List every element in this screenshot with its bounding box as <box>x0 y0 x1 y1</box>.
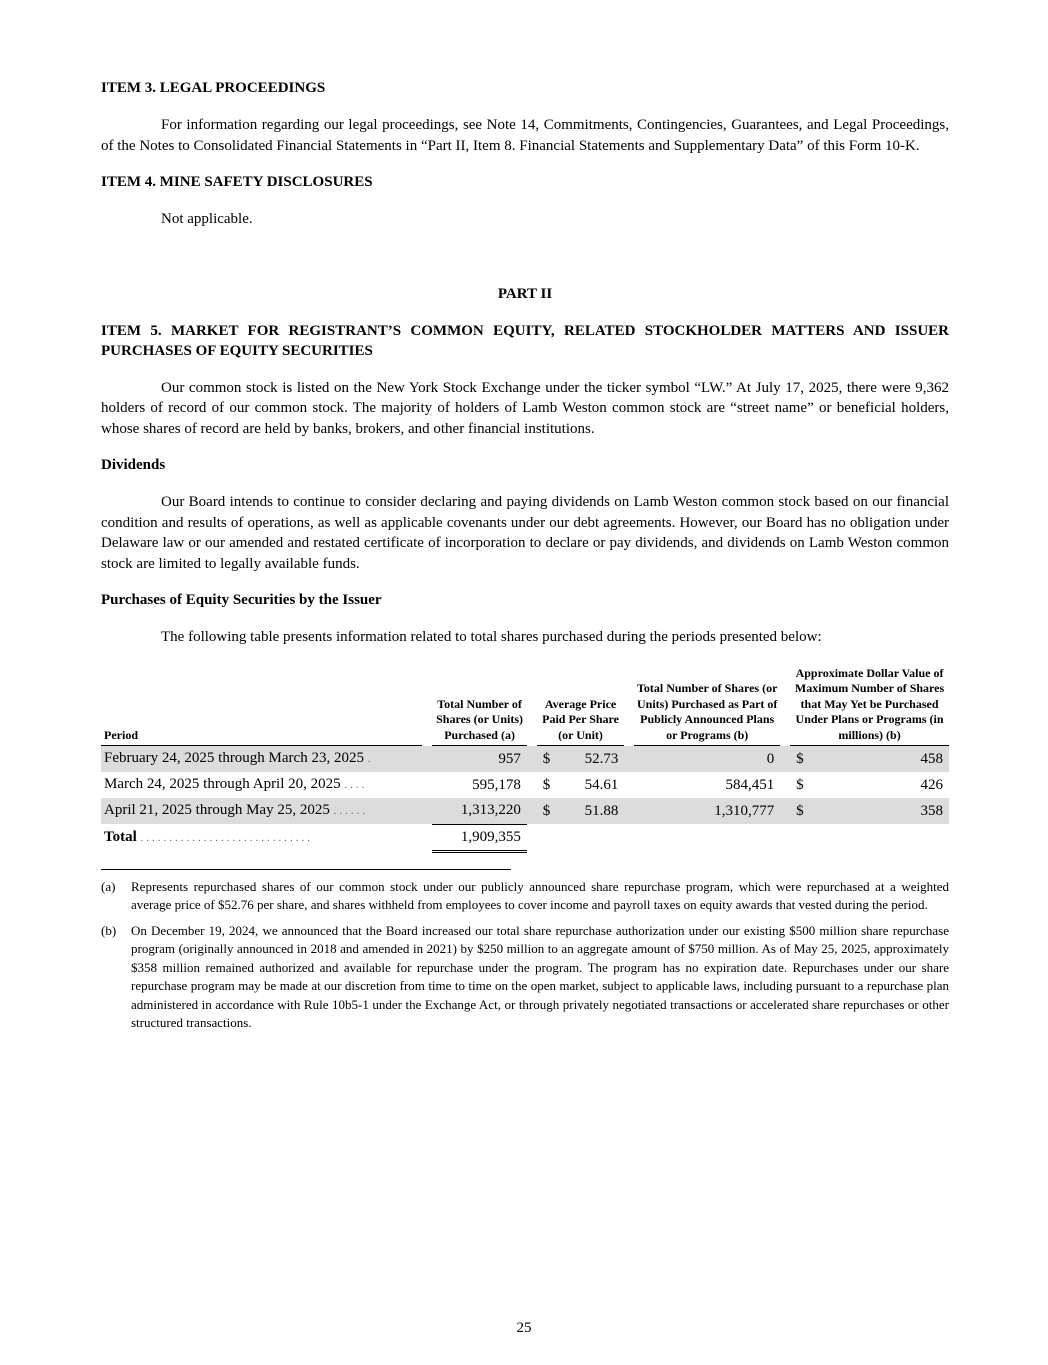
table-header-row <box>101 666 949 746</box>
row-plan-shares: 1,310,777 <box>634 798 780 824</box>
footnote-divider <box>101 869 511 870</box>
table-row: April 21, 2025 through May 25, 2025 ...... 1,313,220 $ 51.88 1,310,777 $ 358 <box>101 798 949 824</box>
repurchase-table <box>101 666 949 853</box>
header-total-shares: Total Number of Shares (or Units) Purchased (a) <box>432 666 527 746</box>
row-remaining: 426 <box>920 776 943 793</box>
purchases-intro: The following table presents information related to total shares purchased during the periods presented below: <box>161 629 822 645</box>
row-avg-price: 52.73 <box>562 746 625 773</box>
row-avg-price: 54.61 <box>584 776 619 793</box>
header-remaining: Approximate Dollar Value of Maximum Number of Shares that May Yet be Purchased Under Plans or Programs (in millions) (b) <box>790 666 949 746</box>
total-value: 1,909,355 <box>432 824 527 851</box>
document-body <box>101 78 949 1033</box>
item5-text: Our common stock is listed on the New York Stock Exchange under the ticker symbol “LW.” At July 17, 2025, there were 9,362 holders of record of our common stock. The majority of holders of Lamb Weston common stock are “street name” or beneficial holders, whose shares of record are held by banks, brokers, and other financial institutions. <box>101 379 949 437</box>
footnote-b: (b) On December 19, 2024, we announced that the Board increased our total share repurchase authorization under our existing $500 million share repurchase program (originally announced in 2018 and amended in 2021) by $250 million to an aggregate amount of $750 million. As of May 25, 2025, approximately $358 million remained authorized and available for repurchase under the program. The program has no expiration date. Repurchases under our share repurchase program may be made at our discretion from time to time on the open market, subject to applicable laws, including pursuant to a repurchase plan administered in accordance with Rule 10b5-1 under the Exchange Act, or through privately negotiated transactions or accelerated share repurchases or other structured transactions. <box>101 922 949 1030</box>
header-plan-shares: Total Number of Shares (or Units) Purchased as Part of Publicly Announced Plans or Programs (b) <box>634 666 780 746</box>
row-remaining: 458 <box>815 746 949 773</box>
total-label: Total <box>104 828 137 845</box>
table-total-row: Total .............................. 1,909,355 <box>101 824 949 851</box>
item3-heading: ITEM 3. LEGAL PROCEEDINGS <box>101 80 326 96</box>
row-total-shares: 595,178 <box>472 776 521 793</box>
row-period: March 24, 2025 through April 20, 2025 <box>104 776 341 792</box>
item5-heading: ITEM 5. MARKET FOR REGISTRANT’S COMMON EQUITY, RELATED STOCKHOLDER MATTERS AND ISSUER PURCHASES OF EQUITY SECURITIES <box>101 322 949 359</box>
row-total-shares: 957 <box>432 746 527 773</box>
row-period: February 24, 2025 through March 23, 2025 <box>104 750 364 766</box>
dividends-heading: Dividends <box>101 457 166 473</box>
row-remaining: 358 <box>815 798 949 824</box>
table-row: March 24, 2025 through April 20, 2025 .... 595,178 $ 54.61 584,451 $ 426 <box>101 772 949 798</box>
row-plan-shares: 584,451 <box>725 776 775 793</box>
item4-heading: ITEM 4. MINE SAFETY DISCLOSURES <box>101 174 373 190</box>
footnote-a: (a) Represents repurchased shares of our common stock under our publicly announced share repurchase program, which were repurchased at a weighted average price of $52.76 per share, and shares withheld from employees to cover income and payroll taxes on equity awards that vested during the period. <box>101 878 949 912</box>
page-number: 25 <box>516 1320 532 1336</box>
dividends-text: Our Board intends to continue to consider declaring and paying dividends on Lamb Weston common stock based on our financial condition and results of operations, as well as applicable covenants under our debt agreements. However, our Board has no obligation under Delaware law or our amended and restated certificate of incorporation to declare or pay dividends, and dividends on Lamb Weston common stock are limited to legally available funds. <box>101 494 949 572</box>
row-plan-shares: 0 <box>634 746 780 773</box>
header-avg-price: Average Price Paid Per Share (or Unit) <box>537 666 625 746</box>
header-period: Period <box>101 666 422 746</box>
row-avg-price: 51.88 <box>562 798 625 824</box>
purchases-heading: Purchases of Equity Securities by the Issuer <box>101 592 382 608</box>
row-total-shares: 1,313,220 <box>432 798 527 824</box>
table-row: February 24, 2025 through March 23, 2025 . 957 $ 52.73 0 $ 458 <box>101 746 949 773</box>
part-title: PART II <box>497 285 553 302</box>
item4-text: Not applicable. <box>161 211 253 227</box>
item3-text: For information regarding our legal proceedings, see Note 14, Commitments, Contingencies, Guarantees, and Legal Proceedings, of the Notes to Consolidated Financial Statements in “Part II, Item 8. Financial Statements and Supplementary Data” of this Form 10-K. <box>101 117 949 154</box>
row-period: April 21, 2025 through May 25, 2025 <box>104 802 330 818</box>
